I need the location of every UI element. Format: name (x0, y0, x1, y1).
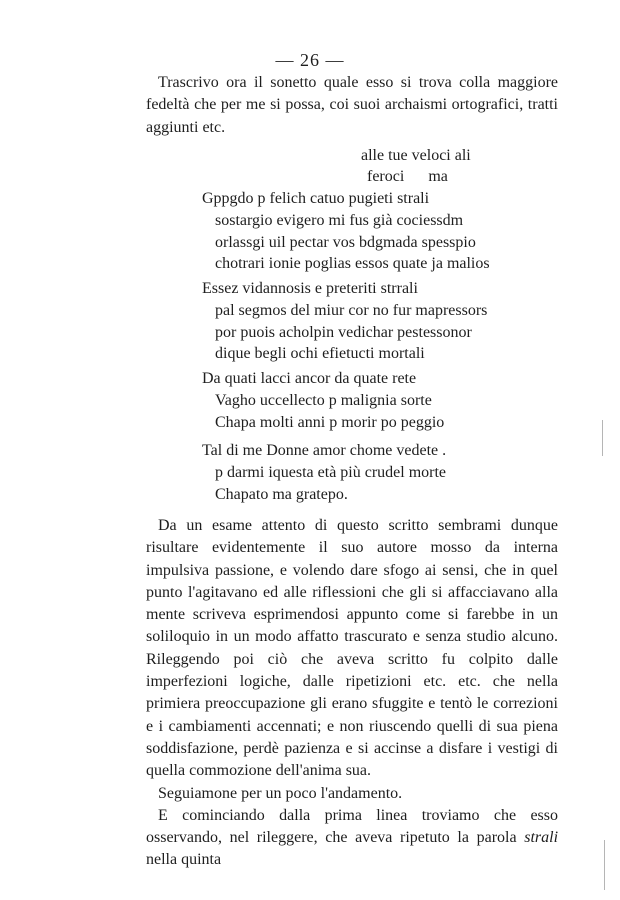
poem-line: por puois acholpin vedichar pestessonor (215, 323, 472, 341)
body-paragraph-1: Da un esame attento di questo scritto sembrami dunque risultare evidentemente il suo autore mosso da interna impulsiva passione, e volendo dare sfogo ai sensi, che in quel punto l'agitavano ed alle riflessioni che gli si affacciavano alla mente scriveva esprimendosi appunto come si farebbe in un soliloquio in un modo affatto trascurato e senza studio alcuno. Rileggendo poi ciò che aveva scritto fu colpito dalle imperfezioni logiche, dalle ripetizioni etc. etc. che nella primiera preoccupazione gli erano sfuggite e tentò le correzioni e i cambiamenti accennati; e non riuscendo quelli di sua piena soddisfazione, perdè pazienza e si accinse a disfare i vestigi di quella commozione dell'anima sua. (146, 517, 558, 780)
poem-fragment-word-1: feroci (367, 168, 405, 185)
poem-line: sostargio evigero mi fus già cociessdm (215, 211, 464, 229)
poem-line: pal segmos del miur cor no fur mapressors (215, 301, 488, 319)
poem-stanza-3 (202, 368, 444, 433)
body-paragraph-3-start: E cominciando dalla prima linea troviamo che esso osservando, nel rileggere, che aveva ripetuto la parola (146, 806, 558, 847)
poem-stanza-4 (202, 440, 446, 505)
scan-artifact-line (604, 840, 605, 890)
body-text (146, 515, 558, 872)
poem-line: Gppgdo p felich catuo pugieti strali (202, 190, 430, 207)
poem-line: dique begli ochi efietucti mortali (215, 345, 425, 363)
intro-paragraph (146, 72, 558, 139)
page-number: — 26 — (275, 50, 345, 70)
poem-fragment-line-1: alle tue veloci ali (361, 147, 471, 164)
poem-line: Chapato ma gratepo. (215, 485, 348, 503)
poem-line: p darmi iquesta età più crudel morte (215, 463, 447, 481)
poem-stanza-2 (202, 278, 487, 365)
scan-artifact-line (602, 420, 603, 456)
poem-line: chotrari ionie poglias essos quate ja malios (215, 255, 490, 273)
poem-line: Tal di me Donne amor chome vedete . (202, 442, 447, 459)
poem-stanza-1 (202, 188, 490, 275)
poem-line: Chapa molti anni p morir po peggio (215, 413, 445, 431)
intro-text: Trascrivo ora il sonetto quale esso si trova colla maggiore fedeltà che per me si possa, coi suoi archaismi ortografici, tratti aggiunti etc. (146, 74, 558, 136)
poem-line: Vagho uccellecto p malignia sorte (215, 391, 432, 409)
poem-fragment-line-2 (367, 168, 448, 186)
body-paragraph-3-end: nella quinta (146, 851, 222, 869)
body-paragraph-2: Seguiamone per un poco l'andamento. (158, 784, 403, 802)
poem-line: orlassgi uil pectar vos bdgmada spesspio (215, 233, 476, 251)
poem-fragment-word-2: ma (428, 168, 448, 185)
body-paragraph-3 (146, 805, 558, 872)
italic-word: strali (524, 829, 559, 847)
poem-line: Da quati lacci ancor da quate rete (202, 370, 417, 387)
poem-line: Essez vidannosis e preteriti strrali (202, 280, 418, 297)
